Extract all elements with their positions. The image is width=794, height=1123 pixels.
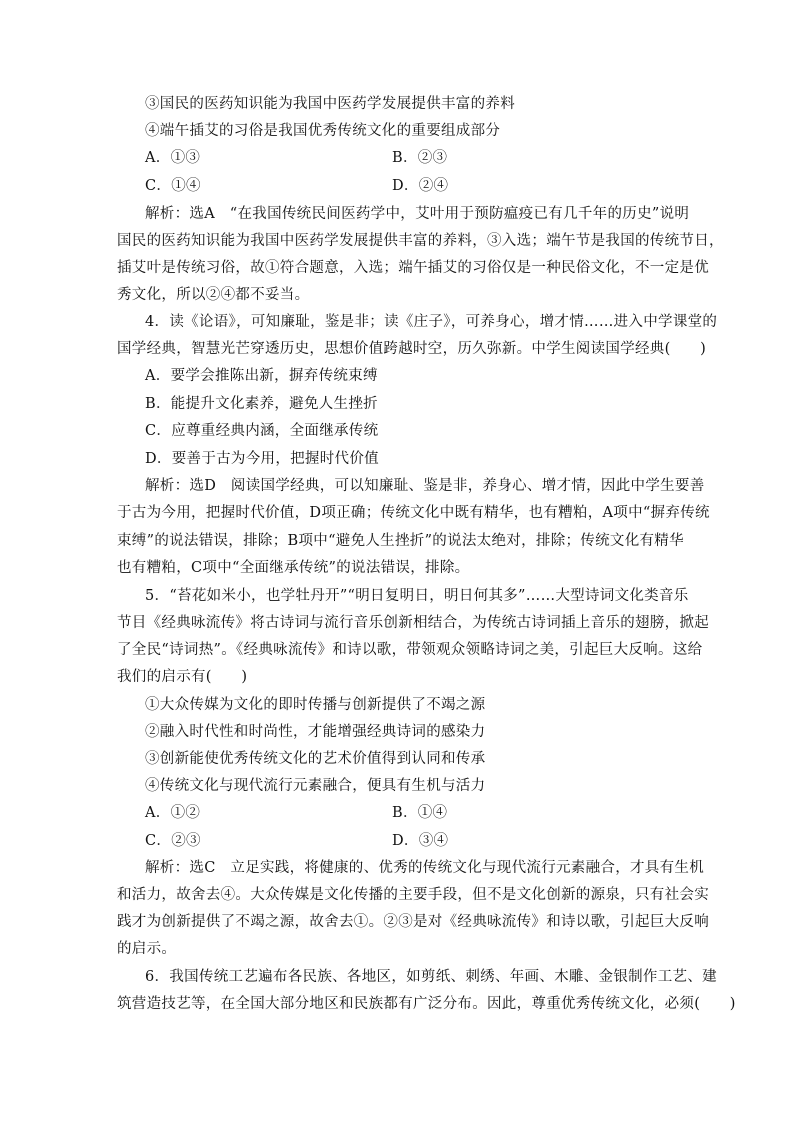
q5-item-1: ①大众传媒为文化的即时传播与创新提供了不竭之源 (145, 697, 486, 713)
q5-stem-line: 我们的启示有( ) (117, 669, 248, 685)
q6-stem-line: 6．我国传统工艺遍布各民族、各地区，如剪纸、刺绣、年画、木雕、金银制作工艺、建 (145, 969, 717, 985)
q3-option-a: A．①③ (145, 150, 201, 166)
q5-option-a: A．①② (145, 805, 201, 821)
q5-analysis-line: 解析：选C 立足实践，将健康的、优秀的传统文化与现代流行元素融合，才具有生机 (145, 860, 704, 876)
q3-analysis-line: 秀文化，所以②④都不妥当。 (117, 287, 310, 303)
q3-analysis-line: 解析：选A “在我国传统民间医药学中，艾叶用于预防瘟疫已有几千年的历史”说明 (145, 206, 690, 222)
q5-stem-line: 5．“苔花如米小，也学牡丹开”“明日复明日，明日何其多”……大型诗词文化类音乐 (145, 588, 689, 604)
q5-analysis-line: 和活力，故舍去④。大众传媒是文化传播的主要手段，但不是文化创新的源泉，只有社会实 (117, 887, 709, 903)
q3-analysis-line: 国民的医药知识能为我国中医药学发展提供丰富的养料，③入选；端午节是我国的传统节日， (117, 233, 724, 249)
q3-option-b: B．②③ (392, 150, 448, 166)
q3-item-3: ③国民的医药知识能为我国中医药学发展提供丰富的养料 (145, 96, 515, 112)
q4-option-a: A．要学会推陈出新，摒弃传统束缚 (145, 368, 378, 384)
q4-option-d: D．要善于古为今用，把握时代价值 (145, 451, 379, 467)
q4-analysis-line: 束缚”的说法错误，排除；B项中“避免人生挫折”的说法太绝对，排除；传统文化有精华 (117, 533, 684, 549)
q5-analysis-line: 践才为创新提供了不竭之源，故舍去①。②③是对《经典咏流传》和诗以歌，引起巨大反响 (117, 914, 709, 930)
q3-item-4: ④端午插艾的习俗是我国优秀传统文化的重要组成部分 (145, 123, 501, 139)
q3-option-d: D．②④ (392, 178, 449, 194)
q4-stem-line: 4．读《论语》，可知廉耻，鉴是非；读《庄子》，可养身心，增才情……进入中学课堂的 (145, 314, 718, 330)
q3-option-c: C．①④ (145, 178, 201, 194)
q3-analysis-line: 插艾叶是传统习俗，故①符合题意，入选；端午插艾的习俗仅是一种民俗文化，不一定是优 (117, 260, 709, 276)
q5-stem-line: 节目《经典咏流传》将古诗词与流行音乐创新相结合，为传统古诗词插上音乐的翅膀，掀起 (117, 615, 709, 631)
q5-stem-line: 了全民“诗词热”。《经典咏流传》和诗以歌，带领观众领略诗词之美，引起巨大反响。这给 (117, 642, 703, 658)
q6-stem-line: 筑营造技艺等，在全国大部分地区和民族都有广泛分布。因此，尊重优秀传统文化，必须( ) (117, 996, 736, 1012)
q5-item-2: ②融入时代性和时尚性，才能增强经典诗词的感染力 (145, 724, 486, 740)
q4-stem-line: 国学经典，智慧光芒穿透历史，思想价值跨越时空，历久弥新。中学生阅读国学经典( ) (117, 341, 707, 357)
q4-option-c: C．应尊重经典内涵，全面继承传统 (145, 423, 379, 439)
q5-option-d: D．③④ (392, 833, 449, 849)
q5-analysis-line: 的启示。 (117, 941, 177, 957)
q4-analysis-line: 也有糟粕，C项中“全面继承传统”的说法错误，排除。 (117, 560, 470, 576)
q5-option-c: C．②③ (145, 833, 201, 849)
q5-item-3: ③创新能使优秀传统文化的艺术价值得到认同和传承 (145, 751, 486, 767)
q4-option-b: B．能提升文化素养，避免人生挫折 (145, 396, 378, 412)
q4-analysis-line: 于古为今用，把握时代价值，D项正确；传统文化中既有精华，也有糟粕，A项中“摒弃传统 (117, 505, 710, 521)
q5-option-b: B．①④ (392, 805, 448, 821)
q5-item-4: ④传统文化与现代流行元素融合，便具有生机与活力 (145, 778, 486, 794)
q4-analysis-line: 解析：选D 阅读国学经典，可以知廉耻、鉴是非，养身心、增才情，因此中学生要善 (145, 478, 705, 494)
